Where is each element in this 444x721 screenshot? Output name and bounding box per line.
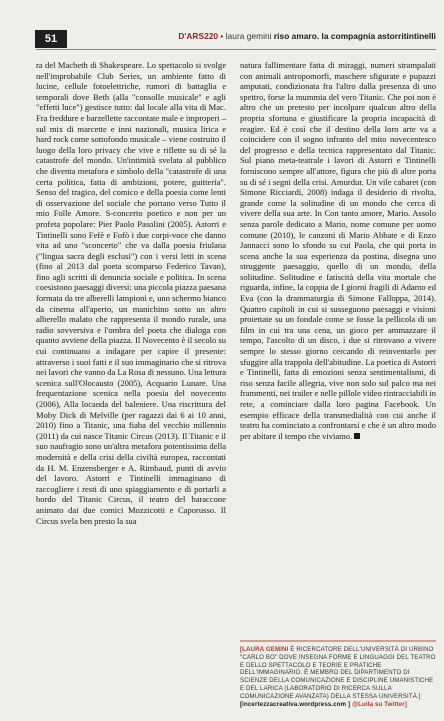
article-title: riso amaro. la compagnia astorritintinelli xyxy=(273,31,436,41)
page-header xyxy=(0,0,444,52)
end-mark xyxy=(354,433,360,439)
left-column xyxy=(36,60,226,526)
magazine-name: D'ARS xyxy=(178,31,205,41)
bio-links xyxy=(240,701,436,709)
right-column xyxy=(240,60,436,441)
bio-name: [LAURA GEMINI xyxy=(240,646,289,653)
bio-website[interactable]: [incertezzacreativa.wordpress.com ] xyxy=(240,700,351,708)
article-author: laura gemini xyxy=(225,31,272,41)
bio-text: È RICERCATORE DELL'UNIVERSITÀ DI URBINO "CARLO BO" DOVE INSEGNA FORME E LINGUAGGI DEL TEATRO E DELLO SPETTACOLO E TEORIE E PRATICHE DELL'IMMAGINARIO. È MEMBRO DEL DIPARTIMENTO DI SCIENZE DELLA COMUNICAZIONE E DISCIPLINE UMANISTICHE E DEL LARICA (LABORATORIO DI RICERCA SULLA COMUNICAZIONE AVANZATA) DELLA STESSA UNIVERSITÀ.] xyxy=(240,646,436,700)
separator: • xyxy=(220,31,224,41)
right-column-body: natura fallimentare fatta di miraggi, numeri strampalati con animali antropomorfi, maschere sfigurate e pupazzi amputati, condizionata fra l'altro dalla presenza di uno spettro, forse la mummia del vero Titanic. Che poi non è altro che un pretesto per incolpare qualcun altro della propria sfortuna e giustificare la propria incapacità di reagire. Ed è così che il destino della loro arte va a coincidere con il sogno infranto del mito novecentesco del progresso e della tecnica rappresentato dal Titanic. Sul piano meta-teatrale i lavori di Astorri e Tintinelli forniscono sempre all'attore, figura che più di altre porta su di sé i segni della crisi. Amurdur. Un vile cabaret (con Simone Ricciardi, 2008) indaga il desiderio di rivolta, grande come la solitudine di un mondo che cerca di vivere della sua arte. In Con tanto amore, Mario. Assolo senza parole dedicato a Mario, nome comune per uomo comune (2010), le canzoni di Mario Abbate e di Enzo Jannacci sono lo sfondo su cui Paola, che qui porta in scena anche la sua esperienza da postina, disegna uno struggente paesaggio, quello di un mondo, della solitudine. Solitudine e fatiscità della vita mortale che riguarda, infine, la coppia de I giorni fragili di Adamo ed Eva (con la drammaturgia di Simone Falloppa, 2014). Quattro capitoli in cui si susseguono paesaggi e visioni proiettate su un fondale come se fosse la pellicola di un film in cui tra una cena, un gioco per ammazzare il tempo, l'ascolto di un disco, i due si ritrovano a vivere sempre lo stesso giorno cercando di reinventarlo per sfuggire alla trappola dell'abitudine. La poetica di Astorri e Tintinelli, fatta di emozioni senza sentimentalismi, di riso senza facile allegria, vive non solo sul palco ma nei frammenti, nei trailer e nelle pillole video rintracciabili in rete, a cominciare dalla loro pagina Facebook. Un esempio efficace della transmedialità con cui anche il teatro ha cominciato a confrontarsi e che è un altro modo per abitare il tempo che viviamo. xyxy=(240,60,437,441)
right-column-text xyxy=(240,60,436,441)
left-column-text: ra del Macbeth di Shakespeare. Lo spettacolo si svolge nell'improbabile Club Series, un ambiente fatto di lucine, cellule fotoelettriche, rumori di battaglia e temporali dove Beth (alla "consolle musicale" e agli "effetti luce") gestisce tutto: dal locale alla vita di Mac. Fra freddure e barzellette raccontate male e improperi – sul mix di marcette e inni nazionali, musica lirica e hard rock come sottofondo musicale – viene costruito il luogo della loro privacy che vive e riflette su di sé la catastrofe del mondo. Un'intimità svelata al pubblico che diventa metafora e simbolo della "catastrofe di una certa politica, fatta di ambizioni, potere, guitteria". Senso del tragico, del comico e della poesia come lenti di osservazione del sociale che portano verso Tutto il mio Folle Amore. S-concerto poetico e non per un profeta popolare: Pier Paolo Pasolini (2005). Astorri e Tintinelli sono Fefè e Fofò i due corpi-voce che danno vita ad uno "sconcerto" che va dalla poesia friulana ("lingua sacra degli esclusi") con i versi letti in scena (fino al 2013 dal poeta scomparso Federico Tavan), fino agli scritti di denuncia sociale e politica. In scena coesistono paesaggi diversi: una piccola piazza paesana formata da tre alberelli lampioni e, uno schermo bianco da cinema all'aperto, un manichino sotto un altro alberello malato che rappresenta il mondo rurale, una radio sovversiva e l'ombra del poeta che dialoga con quanto avviene della piazza. Il Novecento è il secolo su cui continuano a indagare per capire il presente: attraverso i suoi fatti e il suo immaginario che si ritrova nei lavori che vanno da La Rosa di nessuno. Una lettura scenica sull'Olocausto (2005), Acquario Lunare. Una frequentazione scenica nella poesia del novecento (2006), Alla locanda del baleniere. Una riscrittura del Moby Dick di Melville (per ragazzi dai 6 ai 10 anni, 2010) fino a Titanic, una fiaba del vecchio millennio (2011) da cui nasce Titanic Circus (2013). Il Titanic e il suo naufragio sono un'altra metafora potentissima della modernità e della crisi della civiltà europea, raccontati da H. M. Enzensberger e A. Rimbaud, punti di avvio del lavoro. Astorri e Tintinelli immaginano di raccogliere i resti di uno spiaggiamento e di portarli a bordo del Titanic Circus, il teatro del baraccone animato dai due comici Mozzicotti e Caporusso. Il Circus svela ben presto la sua xyxy=(36,60,226,526)
bio-twitter[interactable]: @Luila su Twitter] xyxy=(352,700,408,708)
issue-number: 220 xyxy=(204,31,219,41)
running-head xyxy=(178,31,436,41)
page-number: 51 xyxy=(35,30,67,48)
header-rule xyxy=(36,49,436,50)
author-bio xyxy=(240,640,436,708)
